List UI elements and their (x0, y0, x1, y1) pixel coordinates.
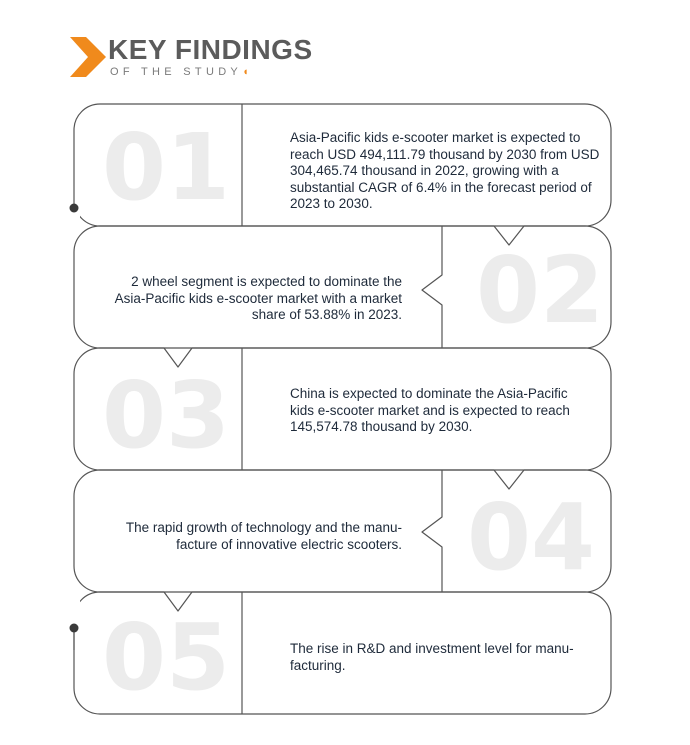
finding-text-03: China is expected to dominate the Asia-Pacific kids e-scooter market and is expected to reach 145,574.78 thousand by 2030. (290, 386, 570, 434)
finding-number-03: 03 (102, 362, 231, 469)
start-dot (70, 204, 79, 213)
subtitle-mark-icon: ◖ (242, 66, 249, 78)
finding-text-05: The rise in R&D and investment level for manu-facturing. (290, 641, 574, 673)
subtitle-text: OF THE STUDY (110, 66, 243, 78)
finding-number-04: 04 (467, 484, 596, 591)
end-dot (70, 624, 79, 633)
finding-text-01: Asia-Pacific kids e-scooter market is expected to reach USD 494,111.79 thousand by 2030 from USD 304,465.74 thousand in 2022, growing with a substantial CAGR of 6.4% in the forecast period of 2023 to 2030. (290, 130, 600, 211)
finding-number-02: 02 (476, 237, 605, 344)
finding-number-05: 05 (102, 604, 231, 711)
finding-number-01: 01 (102, 114, 231, 221)
finding-text-02: 2 wheel segment is expected to dominate the Asia-Pacific kids e-scooter market with a market share of 53.88% in 2023. (114, 274, 402, 322)
finding-text-04: The rapid growth of technology and the manu-facture of innovative electric scooters. (125, 520, 402, 552)
page-title: KEY FINDINGS (108, 34, 313, 65)
